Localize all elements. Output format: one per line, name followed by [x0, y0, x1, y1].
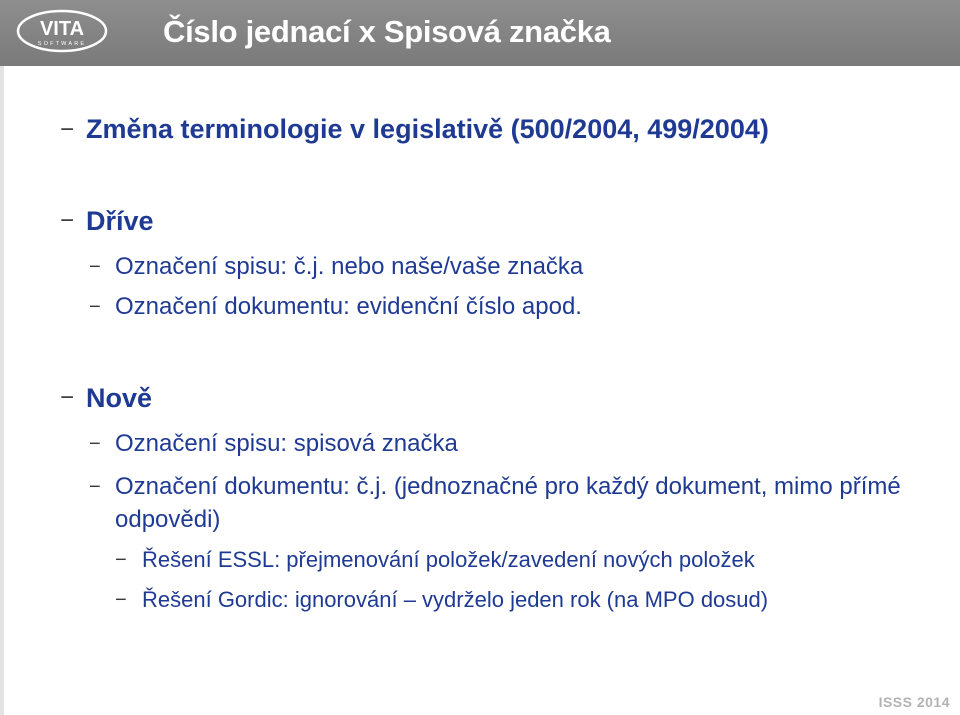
slide-title: Číslo jednací x Spisová značka — [163, 14, 611, 49]
bullet-newly-document-label: Označení dokumentu: č.j. (jednoznačné pro každý dokument, mimo přímé — [115, 473, 901, 500]
bullet-previously-file-label: Označení spisu: č.j. nebo naše/vaše značka — [115, 253, 584, 280]
logo-tagline: SOFTWARE — [37, 41, 87, 47]
bullet-dash: − — [89, 256, 101, 278]
bullet-dash: − — [60, 384, 75, 411]
bullet-previously-document-label: Označení dokumentu: evidenční číslo apod. — [115, 293, 582, 320]
logo-name: VITA — [39, 18, 85, 40]
bullet-dash: − — [60, 116, 75, 143]
bullet-terminology-change: Změna terminologie v legislativě (500/2004, 499/2004) — [86, 114, 769, 144]
bullet-gordic-solution: Řešení Gordic: ignorování – vydrželo jeden rok (na MPO dosud) — [142, 587, 769, 612]
bullet-essl-solution: Řešení ESSL: přejmenování položek/zavedení nových položek — [142, 547, 755, 572]
bullet-dash: − — [89, 433, 101, 455]
footer-brand: ISSS 2014 — [878, 694, 950, 710]
bullet-previously: Dříve — [86, 206, 154, 236]
bullet-dash: − — [115, 549, 127, 571]
bullet-newly-document-label-cont: odpovědi) — [115, 506, 221, 533]
bullet-dash: − — [60, 207, 75, 234]
bullet-dash: − — [89, 296, 101, 318]
bullet-dash: − — [115, 589, 127, 611]
bullet-dash: − — [89, 476, 101, 498]
bullet-newly-file-label: Označení spisu: spisová značka — [115, 430, 458, 457]
bullet-newly: Nově — [86, 383, 153, 413]
